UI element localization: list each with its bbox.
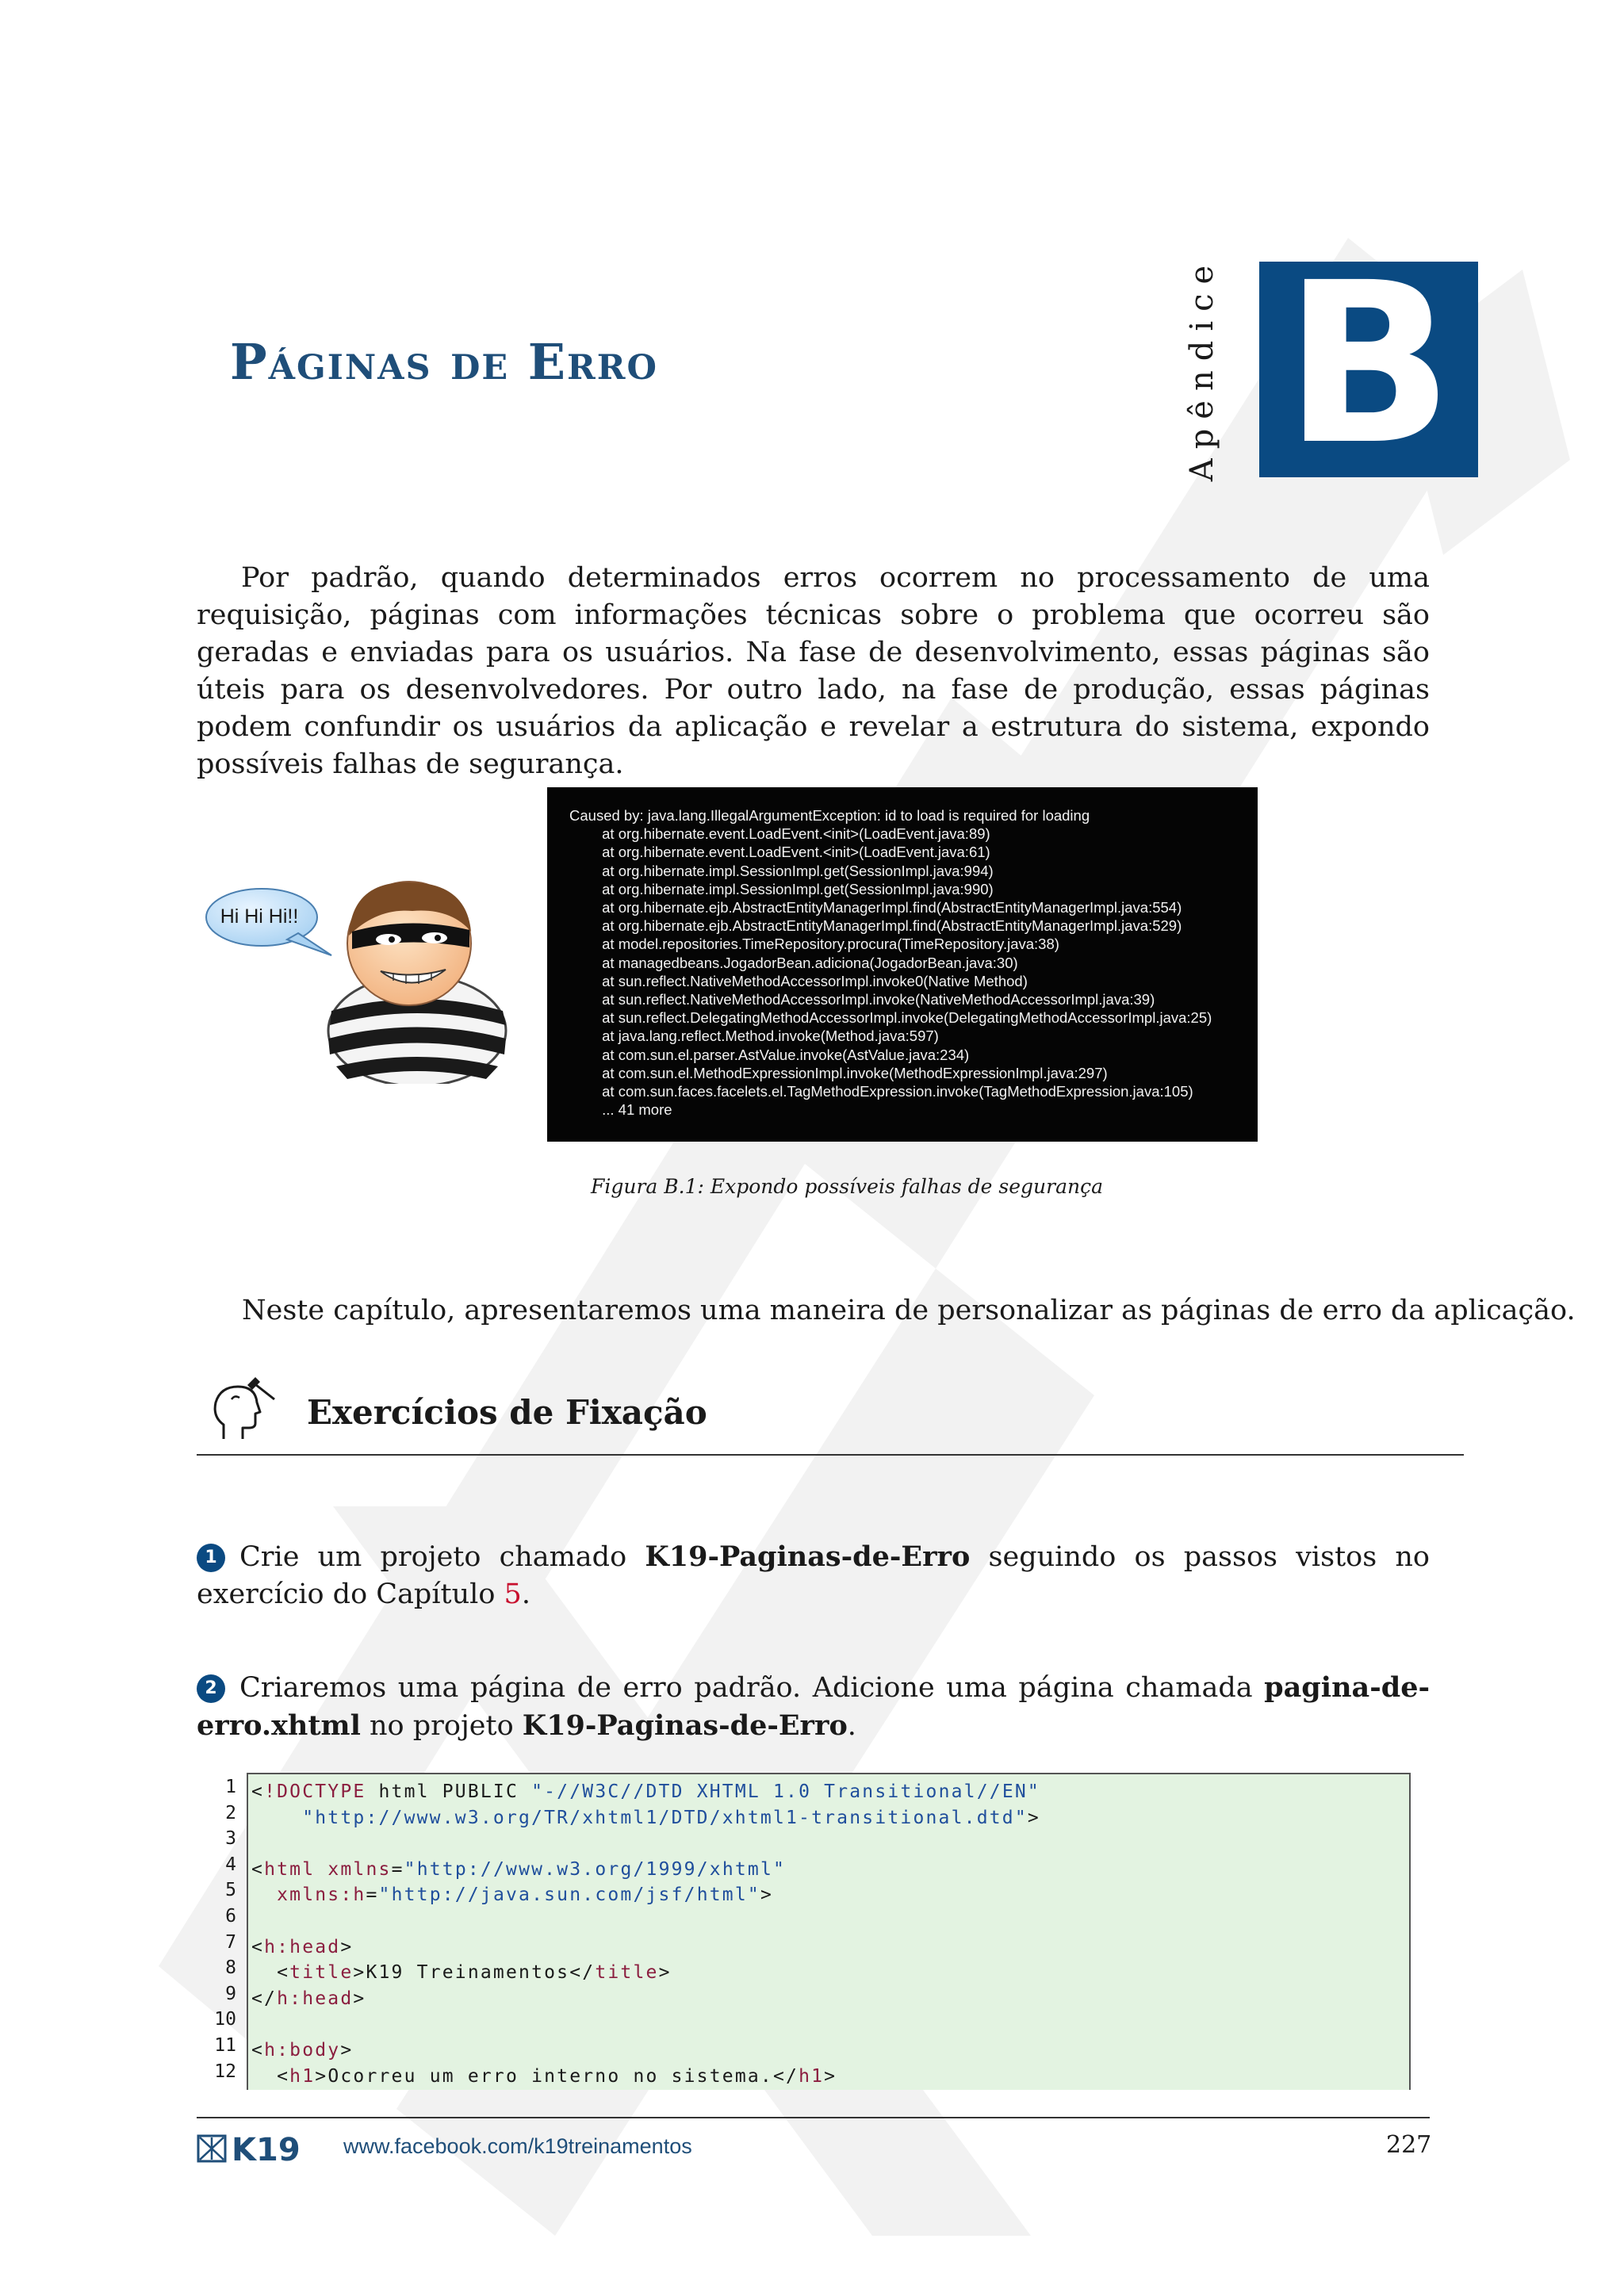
logo-text: K19 bbox=[232, 2133, 301, 2164]
appendix-letter: B bbox=[1284, 235, 1454, 494]
thief-icon bbox=[205, 860, 526, 1084]
code-line bbox=[251, 1908, 1409, 1934]
stack-trace-line: at org.hibernate.ejb.AbstractEntityManagerImpl.find(AbstractEntityManagerImpl.java:529) bbox=[569, 917, 1182, 935]
code-line-number: 4 bbox=[225, 1854, 236, 1875]
code-line: </h:head> bbox=[251, 1988, 366, 2009]
stack-trace-box bbox=[547, 787, 1258, 1142]
stack-trace-line: at model.repositories.TimeRepository.procura(TimeRepository.java:38) bbox=[569, 936, 1059, 953]
exercise-number-badge: 1 bbox=[197, 1544, 225, 1572]
exercises-divider bbox=[197, 1454, 1464, 1456]
exercise-text: Criaremos uma página de erro padrão. Adicione uma página chamada bbox=[239, 1672, 1265, 1704]
page-number: 227 bbox=[1386, 2131, 1432, 2159]
appendix-label bbox=[1172, 255, 1232, 482]
stack-trace-line: at sun.reflect.DelegatingMethodAccessorImpl.invoke(DelegatingMethodAccessorImpl.java:25) bbox=[569, 1009, 1212, 1027]
exercise-text: seguindo os passos vistos no exercício do Capítulo bbox=[197, 1541, 1430, 1610]
code-line: <h:body> bbox=[251, 2039, 354, 2061]
speech-bubble-text: Hi Hi Hi!! bbox=[220, 905, 299, 928]
code-line: <h:head> bbox=[251, 1936, 354, 1957]
exercise-text: no projeto bbox=[360, 1710, 523, 1742]
thinking-head-icon bbox=[208, 1376, 279, 1447]
stack-trace-line: ... 41 more bbox=[569, 1101, 672, 1119]
stack-trace-text bbox=[547, 787, 1258, 1119]
exercise-text: . bbox=[847, 1710, 856, 1742]
code-line: "http://www.w3.org/TR/xhtml1/DTD/xhtml1-transitional.dtd"> bbox=[302, 1807, 1040, 1828]
code-line-number: 2 bbox=[225, 1802, 236, 1823]
code-line: <h1>Ocorreu um erro interno no sistema.</h1> bbox=[251, 2065, 837, 2087]
stack-trace-line: at managedbeans.JogadorBean.adiciona(JogadorBean.java:30) bbox=[569, 954, 1018, 971]
exercise-2 bbox=[197, 1669, 1430, 1745]
file-name: pagina-de-erro.xhtml bbox=[197, 1671, 1430, 1742]
code-line bbox=[251, 1831, 1409, 1857]
code-line-number: 3 bbox=[225, 1828, 236, 1850]
figure-caption: Figura B.1: Expondo possíveis falhas de segurança bbox=[591, 1175, 1104, 1198]
stack-trace-line: at org.hibernate.event.LoadEvent.<init>(LoadEvent.java:89) bbox=[569, 825, 990, 843]
stack-trace-line: at com.sun.faces.facelets.el.TagMethodExpression.invoke(TagMethodExpression.java:105) bbox=[569, 1083, 1193, 1100]
code-line-number: 12 bbox=[214, 2061, 236, 2082]
stack-trace-line: at java.lang.reflect.Method.invoke(Method.java:597) bbox=[569, 1027, 939, 1045]
stack-trace-line: Caused by: java.lang.IllegalArgumentException: id to load is required for loading bbox=[569, 807, 1090, 824]
chapter-intro-paragraph: Neste capítulo, apresentaremos uma maneira de personalizar as páginas de erro da aplicação. bbox=[242, 1295, 1576, 1326]
footer-url[interactable]: www.facebook.com/k19treinamentos bbox=[343, 2134, 692, 2158]
stack-trace-line: at org.hibernate.event.LoadEvent.<init>(LoadEvent.java:61) bbox=[569, 844, 990, 861]
code-line-numbers bbox=[197, 1774, 236, 2084]
code-line-number: 11 bbox=[214, 2034, 236, 2056]
code-line-number: 8 bbox=[225, 1957, 236, 1979]
stack-trace-line: at com.sun.el.parser.AstValue.invoke(AstValue.java:234) bbox=[569, 1046, 970, 1063]
code-line-number: 7 bbox=[225, 1931, 236, 1953]
code-line-number: 10 bbox=[214, 2009, 236, 2030]
code-text bbox=[248, 1774, 1409, 2089]
k19-logo bbox=[197, 2133, 320, 2164]
stack-trace-line: at org.hibernate.ejb.AbstractEntityManagerImpl.find(AbstractEntityManagerImpl.java:554) bbox=[569, 899, 1182, 916]
project-name: K19-Paginas-de-Erro bbox=[522, 1709, 848, 1742]
stack-trace-line: at org.hibernate.impl.SessionImpl.get(SessionImpl.java:994) bbox=[569, 862, 994, 879]
code-line: <!DOCTYPE html PUBLIC "-//W3C//DTD XHTML 1.0 Transitional//EN" bbox=[251, 1781, 1040, 1802]
code-line-number: 1 bbox=[225, 1777, 236, 1797]
exercise-number-badge: 2 bbox=[197, 1674, 225, 1703]
stack-trace-line: at com.sun.el.MethodExpressionImpl.invoke(MethodExpressionImpl.java:297) bbox=[569, 1064, 1108, 1081]
code-line: <title>K19 Treinamentos</title> bbox=[251, 1962, 672, 1984]
intro-paragraph: Por padrão, quando determinados erros ocorrem no processamento de uma requisição, páginas com informações técnicas sobre o problema que ocorreu são geradas e enviadas para os usuários. Na fase de desenvolvimento, essas páginas são úteis para os desenvolvedores. Por outro lado, na fase de produção, essas páginas podem confundir os usuários da aplicação e revelar a estrutura do sistema, expondo possíveis falhas de segurança. bbox=[197, 562, 1430, 780]
code-line-number: 5 bbox=[225, 1880, 236, 1901]
chapter-title: Páginas de Erro bbox=[230, 333, 658, 391]
exercises-title: Exercícios de Fixação bbox=[307, 1393, 707, 1432]
stack-trace-line: at sun.reflect.NativeMethodAccessorImpl.invoke0(Native Method) bbox=[569, 972, 1028, 989]
stack-trace-line: at org.hibernate.impl.SessionImpl.get(SessionImpl.java:990) bbox=[569, 880, 994, 897]
code-line: <html xmlns="http://www.w3.org/1999/xhtml" bbox=[251, 1858, 787, 1880]
code-line-number: 6 bbox=[225, 1905, 236, 1927]
project-name: K19-Paginas-de-Erro bbox=[645, 1540, 971, 1573]
exercise-text: Crie um projeto chamado bbox=[239, 1541, 645, 1573]
code-listing bbox=[247, 1773, 1411, 2090]
code-line bbox=[251, 2011, 1409, 2038]
footer-divider bbox=[197, 2117, 1430, 2118]
thief-illustration bbox=[205, 860, 526, 1084]
code-line-number: 9 bbox=[225, 1983, 236, 2004]
chapter-reference-link[interactable]: 5 bbox=[504, 1578, 522, 1610]
stack-trace-line: at sun.reflect.NativeMethodAccessorImpl.invoke(NativeMethodAccessorImpl.java:39) bbox=[569, 991, 1155, 1008]
exercise-text: . bbox=[521, 1578, 530, 1610]
exercise-1 bbox=[197, 1538, 1430, 1613]
code-line: xmlns:h="http://java.sun.com/jsf/html"> bbox=[277, 1885, 773, 1906]
appendix-label-text: Apêndice bbox=[1184, 255, 1220, 482]
appendix-letter-box bbox=[1259, 235, 1478, 494]
